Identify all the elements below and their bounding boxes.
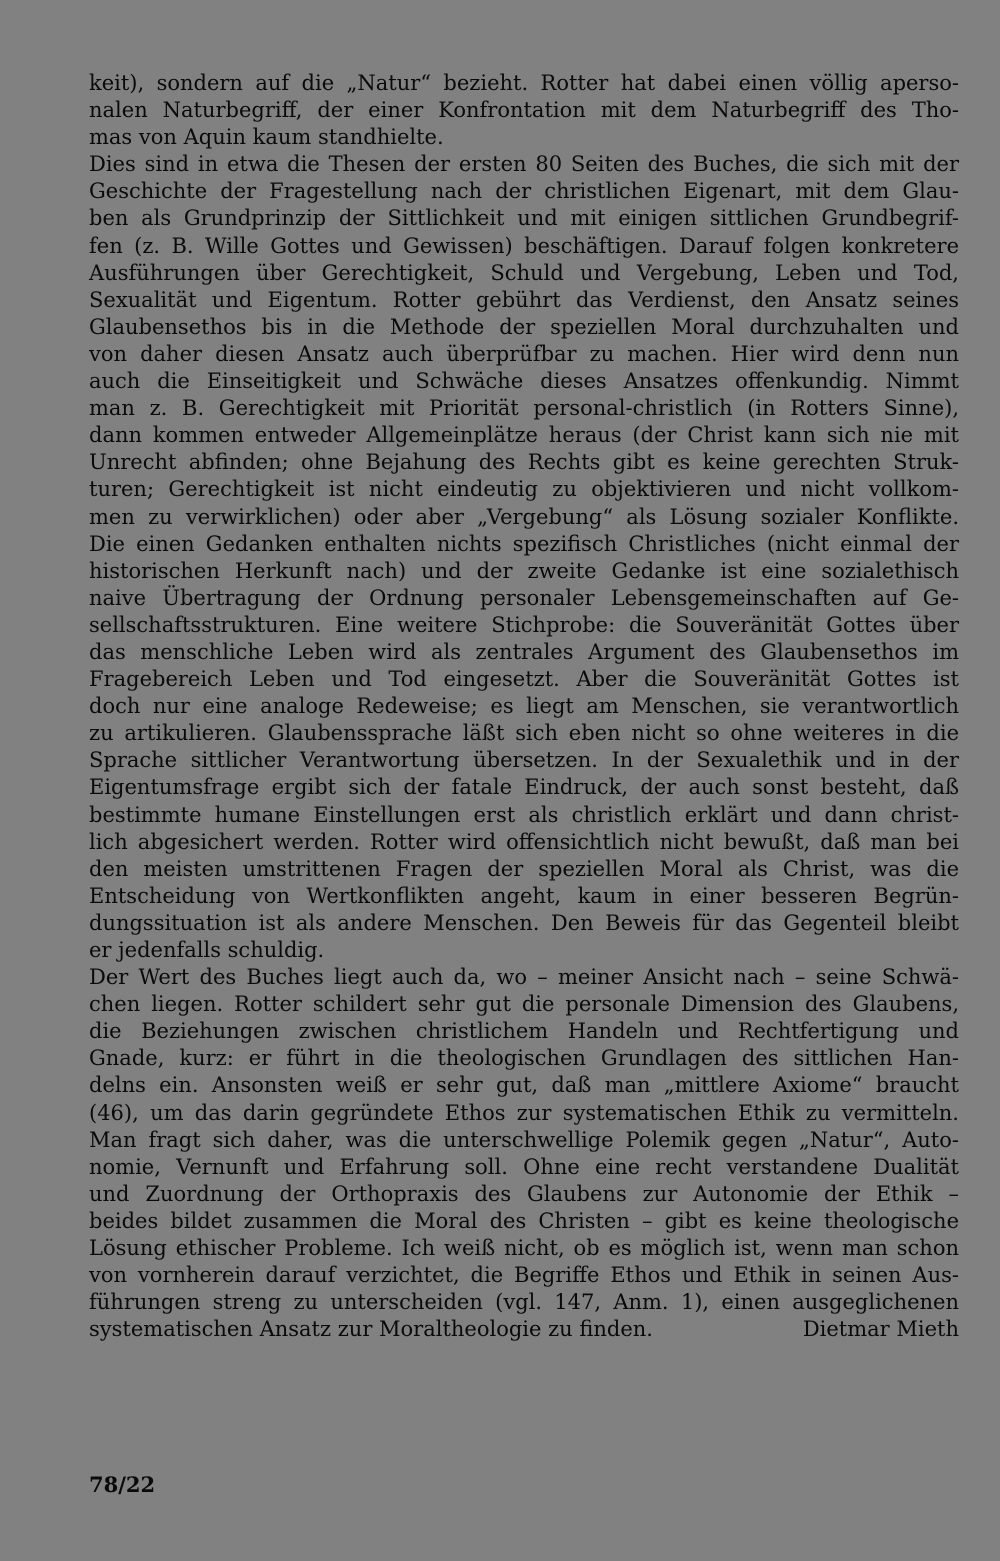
text-line: naive Übertragung der Ordnung personaler Lebensgemeinschaften auf Ge- — [89, 585, 959, 610]
text-line: Entscheidung von Wertkonflikten angeht, kaum in einer besseren Begrün- — [89, 883, 959, 908]
text-line: mas von Aquin kaum standhielte. — [89, 125, 444, 150]
page-folio: 78/22 — [89, 1472, 156, 1497]
closing-text: systematischen Ansatz zur Moraltheologie zu finden. — [89, 1317, 653, 1342]
text-line: den meisten umstrittenen Fragen der speziellen Moral als Christ, was die — [89, 856, 959, 881]
text-line: man z. B. Gerechtigkeit mit Priorität personal-christlich (in Rotters Sinne), — [89, 396, 959, 421]
text-line: turen; Gerechtigkeit ist nicht eindeutig zu objektivieren und nicht vollkom- — [89, 477, 959, 502]
review-text-body — [89, 70, 959, 1343]
text-line: lich abgesichert werden. Rotter wird offensichtlich nicht bewußt, daß man bei — [89, 829, 959, 854]
text-line: chen liegen. Rotter schildert sehr gut die personale Dimension des Glaubens, — [89, 992, 959, 1017]
text-line: sellschaftsstrukturen. Eine weitere Stichprobe: die Souveränität Gottes über — [89, 612, 959, 637]
text-line: Eigentumsfrage ergibt sich der fatale Eindruck, der auch sonst besteht, daß — [89, 775, 959, 800]
text-line: er jedenfalls schuldig. — [89, 938, 325, 962]
text-line: delns ein. Ansonsten weiß er sehr gut, daß man „mittlere Axiome“ braucht — [89, 1073, 959, 1098]
text-line: men zu verwirklichen) oder aber „Vergebung“ als Lösung sozialer Konflikte. — [89, 504, 959, 529]
text-line: Sprache sittlicher Verantwortung übersetzen. In der Sexualethik und in der — [89, 748, 959, 773]
text-line: Geschichte der Fragestellung nach der christlichen Eigenart, mit dem Glau- — [89, 179, 959, 204]
text-line: doch nur eine analoge Redeweise; es liegt am Menschen, sie verantwortlich — [89, 694, 959, 719]
closing-line — [89, 1316, 959, 1343]
text-line: historischen Herkunft nach) und der zweite Gedanke ist eine sozialethisch — [89, 558, 959, 583]
text-line: ben als Grundprinzip der Sittlichkeit und mit einigen sittlichen Grundbegrif- — [89, 206, 959, 231]
text-line: führungen streng zu unterscheiden (vgl. 147, Anm. 1), einen ausgeglichenen — [89, 1290, 959, 1315]
text-line: Lösung ethischer Probleme. Ich weiß nicht, ob es möglich ist, wenn man schon — [89, 1236, 959, 1261]
text-line: zu artikulieren. Glaubenssprache läßt sich eben nicht so ohne weiteres in die — [89, 721, 959, 746]
text-line: auch die Einseitigkeit und Schwäche dieses Ansatzes offenkundig. Nimmt — [89, 369, 959, 394]
text-line: von vornherein darauf verzichtet, die Begriffe Ethos und Ethik in seinen Aus- — [89, 1263, 959, 1288]
text-line: Der Wert des Buches liegt auch da, wo – meiner Ansicht nach – seine Schwä- — [89, 965, 959, 990]
text-line: und Zuordnung der Orthopraxis des Glaubens zur Autonomie der Ethik – — [89, 1181, 959, 1206]
text-line: Fragebereich Leben und Tod eingesetzt. Aber die Souveränität Gottes ist — [89, 667, 959, 692]
text-line: von daher diesen Ansatz auch überprüfbar zu machen. Hier wird denn nun — [89, 341, 959, 366]
text-line: Glaubensethos bis in die Methode der speziellen Moral durchzuhalten und — [89, 314, 959, 339]
text-line: Gnade, kurz: er führt in die theologischen Grundlagen des sittlichen Han- — [89, 1046, 959, 1071]
text-line: das menschliche Leben wird als zentrales Argument des Glaubensethos im — [89, 639, 959, 664]
author-signature: Dietmar Mieth — [802, 1317, 959, 1342]
text-line: bestimmte humane Einstellungen erst als christlich erklärt und dann christ- — [89, 802, 959, 827]
text-line: Die einen Gedanken enthalten nichts spezifisch Christliches (nicht einmal der — [89, 531, 959, 556]
text-line: nalen Naturbegriff, der einer Konfrontation mit dem Naturbegriff des Tho- — [89, 98, 959, 123]
text-line: die Beziehungen zwischen christlichem Handeln und Rechtfertigung und — [89, 1019, 959, 1044]
text-line: Ausführungen über Gerechtigkeit, Schuld und Vergebung, Leben und Tod, — [89, 260, 959, 285]
text-line: (46), um das darin gegründete Ethos zur systematischen Ethik zu vermitteln. — [89, 1100, 959, 1125]
text-line: Dies sind in etwa die Thesen der ersten 80 Seiten des Buches, die sich mit der — [89, 152, 959, 177]
text-line: fen (z. B. Wille Gottes und Gewissen) beschäftigen. Darauf folgen konkretere — [89, 233, 959, 258]
text-line: beides bildet zusammen die Moral des Christen – gibt es keine theologische — [89, 1208, 959, 1233]
text-line: dann kommen entweder Allgemeinplätze heraus (der Christ kann sich nie mit — [89, 423, 959, 448]
text-line: Unrecht abfinden; ohne Bejahung des Rechts gibt es keine gerechten Struk- — [89, 450, 959, 475]
text-line: Man fragt sich daher, was die unterschwellige Polemik gegen „Natur“, Auto- — [89, 1127, 959, 1152]
text-line: Sexualität und Eigentum. Rotter gebührt das Verdienst, den Ansatz seines — [89, 287, 959, 312]
text-line: dungssituation ist als andere Menschen. Den Beweis für das Gegenteil bleibt — [89, 910, 959, 935]
text-line: keit), sondern auf die „Natur“ bezieht. Rotter hat dabei einen völlig aperso- — [89, 71, 959, 95]
text-line: nomie, Vernunft und Erfahrung soll. Ohne eine recht verstandene Dualität — [89, 1154, 959, 1179]
